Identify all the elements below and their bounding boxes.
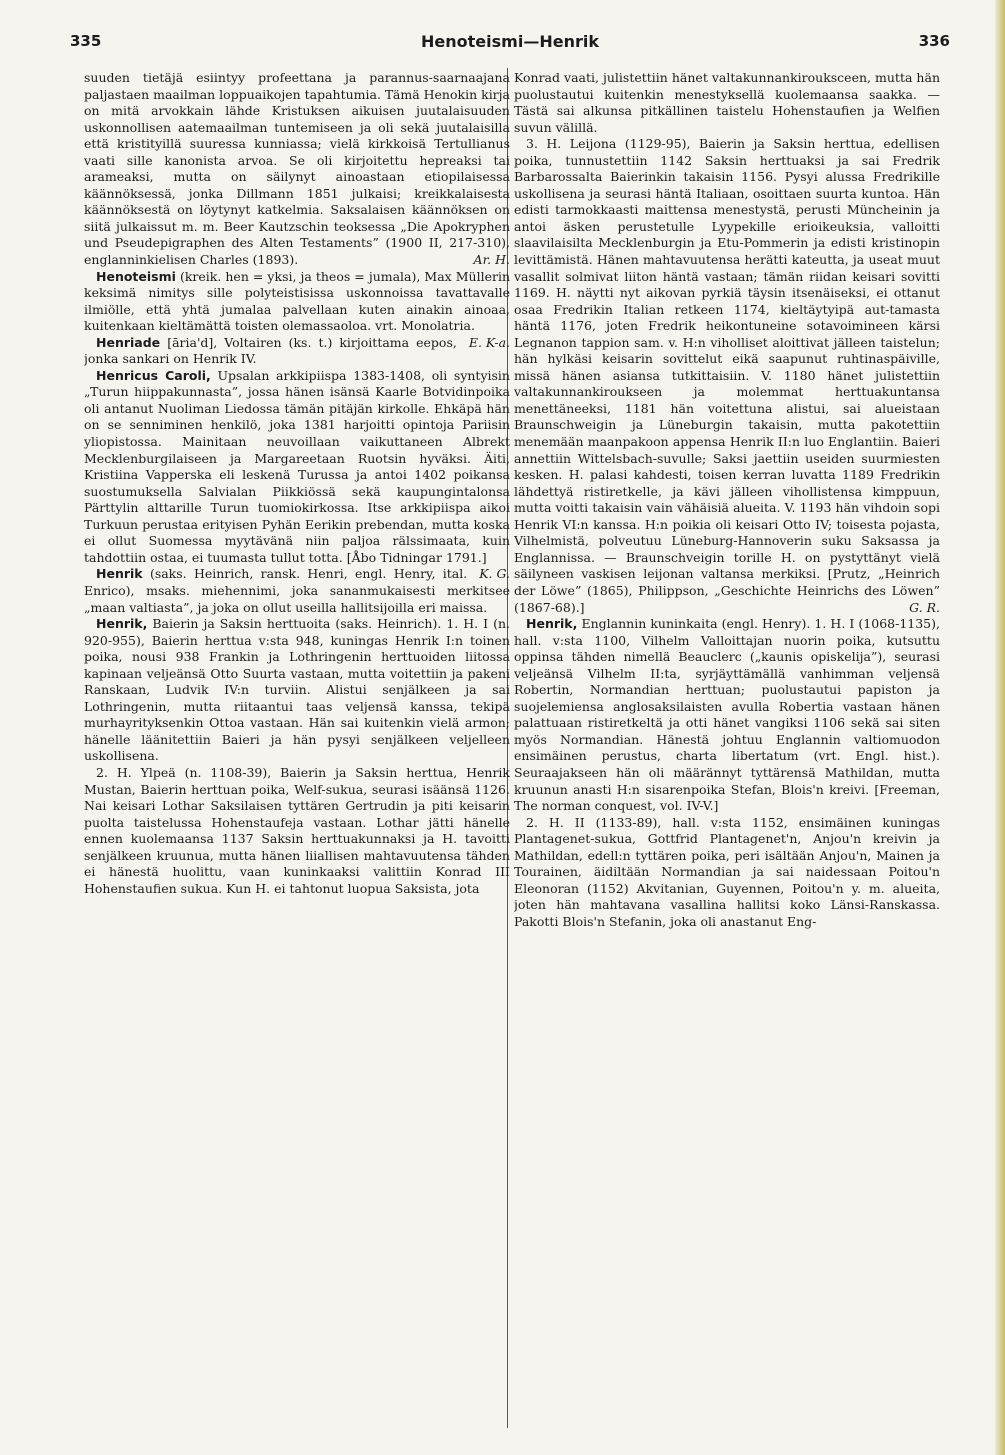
entry-headword: Henrik, xyxy=(96,616,148,632)
entry-text: 3. H. Leijona (1129-95), Baierin ja Saksin herttua, edellisen poika, tunnustettiin 1142 Saksin herttuaksi ja sai Fredrik Barbarossalta Baierinkin takaisin 1156. Pysyi alussa Fredrikille uskollisena ja seurasi häntä Italiaan, osoittaen suurta kuntoa. Hän edisti tarmokkaasti maittensa menestystä, perusti Müncheinin ja antoi äsken perustetulle Lyypekille erioikeuksia, valloitti slaavilaisilta Mecklenburgin ja Etu-Pommerin ja edisti kristinopin levittämistä. Hänen mahtavuutensa herätti kateutta, ja useat muut vasallit solmivat liiton häntä vastaan; tämän riidan keisari sovitti 1169. H. näytti nyt aikovan pyrkiä täysin itsenäiseksi, ei ottanut osaa Fredrikin Italian retkeen 1174, kieltäytyipä aut-tamasta häntä 1176, joten Fredrik heikontuneine sotavoimineen kärsi Legnanon tappion sam. v. H:n viholliset aloittivat jälleen taistelun; hän hylkäsi keisarin sovittelut eikä saapunut ruhtinaspäiville, missä hänen asiansa tutkittaisiin. V. 1180 hänet julistettiin valtakunnankiroukseen ja molemmat herttuakuntansa menettäneeksi, 1181 hän voitettuna alistui, sai alueistaan Braunschweigin ja Lüneburgin takaisin, mutta pakotettiin menemään maanpakoon appensa Henrik II:n luo Englantiin. Baieri annettiin Wittelsbach-suvulle; Saksi jaettiin useiden suurmiesten kesken. H. palasi kahdesti, toisen kerran luvatta 1189 Fredrikin lähdettyä ristiretkelle, ja kävi jälleen vihollistensa kimppuun, mutta voitti takaisin vain vähäisiä alueita. V. 1193 hän vihdoin sopi Henrik VI:n kanssa. H:n poikia oli keisari Otto IV; toisesta pojasta, Vilhelmistä, polveutuu Lüneburg-Hannoverin suku Saksassa ja Englannissa. — Braunschveigin torille H. on pystyttänyt vielä säilyneen vaskisen leijonan valtansa merkiksi. [Prutz, „Heinrich der Löwe” (1865), Philippson, „Geschichte Heinrichs des Löwen” (1867-68).] xyxy=(514,136,940,615)
entry-henriade xyxy=(84,335,510,368)
entry-continuation xyxy=(514,70,940,136)
entry-continuation xyxy=(84,70,510,269)
entry-text: (kreik. hen = yksi, ja theos = jumala), Max Müllerin keksimä nimitys sille polyteistisissa uskonnoissa tavattavalle ilmiölle, että yhtä jumalaa palvellaan kuten ainakin ainoaa, kuitenkaan kieltämättä toisten olemassaoloa. vrt. Monolatria. xyxy=(84,268,510,334)
entry-headword: Henrik xyxy=(96,566,143,582)
page-number-right: 336 xyxy=(918,32,950,50)
entry-text: 2. H. II (1133-89), hall. v:sta 1152, ensimäinen kuningas Plantagenet-sukua, Gottfrid Plantagenet'n, Anjou'n kreivin ja Mathildan, edell:n tyttären poika, peri isältään Anjou'n, Mainen ja Tourainen, äidiltään Normandian ja sai naidessaan Poitou'n Eleonoran (1152) Akvitanian, Guyennen, Poitou'n y. m. alueita, joten hän mahtavana vasallina hallitsi koko Länsi-Ranskassa. Pakotti Blois'n Stefanin, joka oli anastanut Eng- xyxy=(514,814,940,929)
author-signature: K. G. xyxy=(479,566,510,582)
entry-subsection xyxy=(84,765,510,897)
entry-text: [āria'd], Voltairen (ks. t.) kirjoittama eepos, jonka sankari on Henrik IV. xyxy=(84,334,457,367)
running-title: Henoteismi—Henrik xyxy=(421,32,599,51)
author-signature: E. K-a. xyxy=(468,334,510,350)
entry-text: suuden tietäjä esiintyy profeettana ja parannus-saarnaajana paljastaen maailman loppuaikojen tapahtumia. Tämä Henokin kirja on mitä arvokkain lähde Kristuksen aikuisen juutalaisuuden uskonnollisen aatemaailman tuntemiseen ja oli sekä juutalaisilla että kristityillä suuressa kunniassa; vielä kirkkoisä Tertullianus vaati sille kanonista arvoa. Se oli kirjoitettu hepreaksi tai arameaksi, mutta on säilynyt ainoastaan etiopilaisessa käännöksessä, jonka Dillmann 1851 julkaisi; kreikkalaisesta käännöksestä on löytynyt katkelmia. Saksalaisen käännöksen on siitä julkaissut m. m. Beer Kautzschin teoksessa „Die Apokryphen und Pseudepigraphen des Alten Testaments” (1900 II, 217-310), englanninkielisen Charles (1893). xyxy=(84,70,510,268)
entry-text: Englannin kuninkaita (engl. Henry). 1. H. I (1068-1135), hall. v:sta 1100, Vilhelm Valloittajan nuorin poika, kutsuttu oppinsa tähden nimellä Beauclerc („kaunis opiskelija”), seurasi veljeänsä Vilhelm II:ta, syrjäyttämällä vanhimman veljensä Robertin, Normandian herttuan; puolustautui papiston ja suojelemiensa anglosaksilaisten avulla Robertia vastaan hänen palattuaan ristiretkeltä ja otti hänet vangiksi 1106 sekä sai siten myös Normandian. Hänestä johtuu Englannin valtiomuodon ensimäinen perustus, charta libertatum (vrt. Engl. hist.). Seuraajakseen hän oli määrännyt tyttärensä Mathildan, mutta kruunun anasti H:n sisarenpoika Stefan, Blois'n kreivi. [Freeman, The norman conquest, vol. IV-V.] xyxy=(514,616,940,814)
page-number-left: 335 xyxy=(70,32,102,50)
entry-subsection xyxy=(514,815,940,931)
entry-text: 2. H. Ylpeä (n. 1108-39), Baierin ja Saksin herttua, Henrik Mustan, Baierin herttuan poika, Welf-sukua, seurasi isäänsä 1126. Nai keisari Lothar Saksilaisen tyttären Gertrudin ja piti keisarin puolta taistelussa Hohenstaufeja vastaan. Lothar jätti hänelle ennen kuolemaansa 1137 Saksin herttuakunnaksi ja H. tavoitti senjälkeen kruunua, mutta hänen liiallisen mahtavuutensa tähden ei hänestä huolittu, vaan kuninkaaksi valittiin Konrad III Hohenstaufien sukua. Kun H. ei tahtonut luopua Saksista, jota xyxy=(84,764,510,896)
right-column xyxy=(514,70,940,1440)
author-signature: G. R. xyxy=(909,599,940,615)
page-header xyxy=(70,32,950,58)
entry-headword: Henrik, xyxy=(526,616,578,632)
entry-henrik xyxy=(84,566,510,616)
entry-text: (saks. Heinrich, ransk. Henri, engl. Henry, ital. Enrico), msaks. miehennimi, joka sananmukaisesti merkitsee „maan valtiasta”, ja joka on ollut useilla hallitsijoilla eri maissa. xyxy=(84,566,510,615)
entry-headword: Henriade xyxy=(96,334,161,350)
entry-text: Baierin ja Saksin herttuoita (saks. Heinrich). 1. H. I (n. 920-955), Baierin herttua v:sta 948, kuningas Henrik I:n toinen poika, nousi 938 Frankin ja Lothringenin herttuoiden liitossa kapinaan veljeänsä Otto Suurta vastaan, mutta voitettiin ja pakeni Ranskaan, Ludvik IV:n turviin. Alistui senjälkeen ja sai Lothringenin, mutta riitaantui taas veljensä kanssa, tekipä murhayrityksenkin Ottoa vastaan. Hän sai kuitenkin vielä armon; hänelle läänitettiin Baieri ja hän pysyi senjälkeen veljelleen uskollisena. xyxy=(84,616,510,764)
page-edge xyxy=(995,0,1005,1455)
author-signature: Ar. H. xyxy=(473,252,510,268)
entry-headword: Henricus Caroli, xyxy=(96,367,211,383)
entry-henrik-baieri xyxy=(84,616,510,765)
entry-text: Upsalan arkkipiispa 1383-1408, oli syntyisin „Turun hiippakunnasta”, jossa hänen isänsä Kaarle Botvidinpoika oli antanut Nuoliman Liedossa tämän pitäjän kirkolle. Ehkäpä hän on se senniminen henkilö, joka 1381 harjoitti opintoja Pariisin yliopistossa. Mainitaan neuvoillaan vaikuttaneen Albrekt Mecklenburgilaiseen ja Margareetaan Ruotsin hyväksi. Äiti, Kristiina Vapperska eli leskenä Turussa ja antoi 1402 poikansa suostumuksella Salvialan Piikkiössä sekä kaupungintalonsa Pärttylin alttarille Turun tuomiokirkossa. Itse arkkipiispa aikoi Turkuun perustaa erityisen Pyhän Eerikin prebendan, mutta koska ei ollut Suomessa myytävänä niin paljoa rälssimaata, kuin tahdottiin ostaa, ei tuumasta tullut totta. [Åbo Tidningar 1791.] xyxy=(84,367,510,565)
entry-headword: Henoteismi xyxy=(96,268,176,284)
entry-henrik-englanti xyxy=(514,616,940,815)
left-column xyxy=(84,70,510,1440)
entry-text: Konrad vaati, julistettiin hänet valtakunnankirouksceen, mutta hän puolustautui kuitenkin menestyksellä kuolemaansa saakka. — Tästä sai alkunsa pitkällinen taistelu Hohenstaufien ja Welfien suvun välillä. xyxy=(514,70,940,135)
entry-subsection xyxy=(514,136,940,616)
